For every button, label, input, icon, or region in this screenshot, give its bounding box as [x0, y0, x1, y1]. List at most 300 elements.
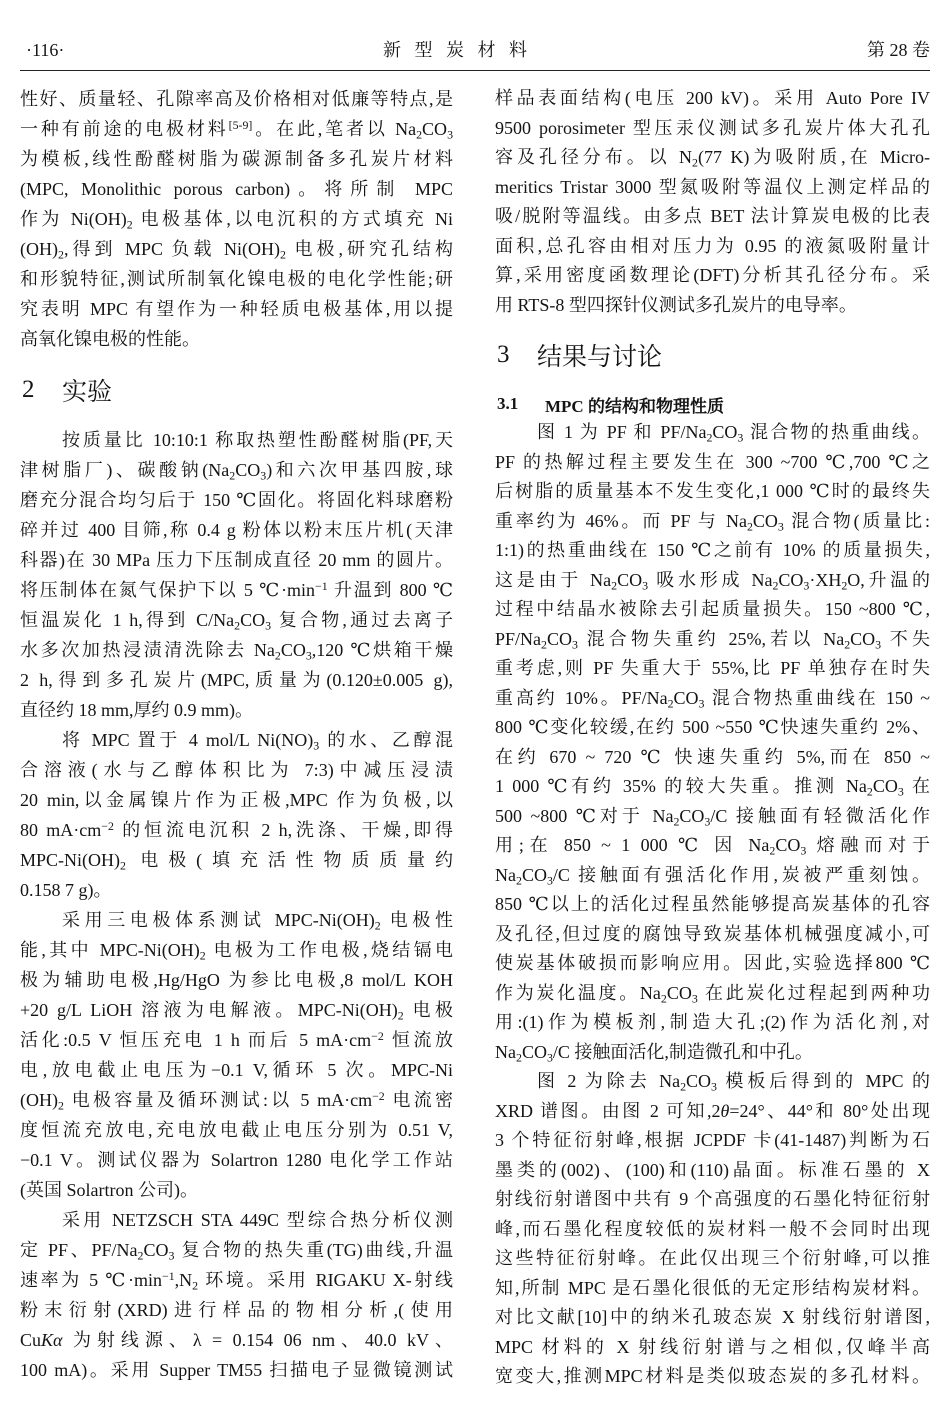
paragraph [20, 425, 453, 725]
subscript: 2 [667, 695, 674, 710]
text-run: CO [240, 610, 266, 630]
text-run: 80 mA·cm [20, 820, 102, 840]
superscript: −2 [372, 1089, 385, 1104]
italic-text: θ [720, 1100, 730, 1121]
text-run: Na [495, 864, 516, 885]
text-run: 知,所制 MPC 是石墨化很低的无定形结构炭材料。 [495, 1277, 930, 1298]
text-run: 的恒流电沉积 2 h,洗涤、干燥,即得 [113, 820, 453, 840]
text-run: Cu [20, 1330, 42, 1350]
text-run: CO [872, 776, 898, 796]
subscript: 2 [516, 872, 522, 887]
text-line [495, 743, 930, 773]
subscript: 2 [844, 636, 851, 651]
subscript: 2 [58, 1098, 64, 1113]
text-run: 度恒流充放电,充电放电截止电压分别为 0.51 V, [20, 1120, 453, 1140]
text-line [20, 84, 453, 114]
subscript: 3 [777, 518, 784, 533]
text-run: )和六次甲基四胺,球 [266, 460, 453, 480]
text-line [20, 1085, 453, 1115]
text-run: 使炭基体破损而影响应用。因此,实验选择800 ℃ [495, 953, 930, 973]
subscript: 3 [704, 813, 711, 828]
text-run: 850 ℃以上的活化过程虽然能够提高炭基体的孔容 [495, 894, 930, 914]
subscript: 2 [120, 858, 126, 873]
text-line [495, 890, 930, 920]
text-run: 将 MPC 置于 4 mol/L Ni(NO) [62, 730, 314, 750]
heading-title: 实验 [62, 378, 113, 406]
subscript: 2 [516, 1049, 522, 1064]
text-run: CO [850, 628, 876, 649]
text-run: CO [521, 864, 547, 885]
subscript: 2 [397, 1008, 404, 1023]
text-line [495, 979, 930, 1009]
paragraph [495, 418, 930, 1067]
text-run: +20 g/L LiOH 溶液为电解液。MPC-Ni(OH) [20, 1000, 398, 1020]
text-run: CO [679, 805, 705, 826]
text-run: 9500 porosimeter 型压汞仪测试多孔炭片体大孔孔 [495, 117, 930, 138]
text-run: ,120 ℃烘箱干燥 [311, 640, 453, 660]
subscript: 2 [416, 127, 423, 142]
text-run: 高氧化镍电极的性能。 [20, 329, 200, 349]
text-run: 能,其中 MPC-Ni(OH) [20, 940, 200, 960]
text-line [20, 1235, 453, 1265]
text-run: CO [775, 835, 801, 855]
text-run: 极为辅助电极,Hg/HgO 为参比电极,8 mol/L KOH [20, 970, 453, 990]
text-run: 模板后得到的 MPC 的 [716, 1071, 930, 1091]
text-run: (MPC, Monolithic porous carbon)。将所制 MPC [20, 179, 453, 199]
text-run: 一种有前途的电极材料 [20, 119, 229, 139]
text-line [20, 935, 453, 965]
text-run: 在约 670 ~ 720 ℃ 快速失重约 5%,而在 850 ~ [495, 746, 930, 767]
text-run: 电,放电截止电压为−0.1 V,循环 5 次。MPC-Ni [20, 1060, 453, 1080]
text-run: MPC 材料的 X 射线衍射谱与之相似,仅峰半高 [495, 1336, 930, 1357]
text-run: CO [422, 119, 448, 139]
text-line [495, 831, 930, 861]
text-line [495, 1244, 930, 1274]
text-line [495, 477, 930, 507]
text-line [495, 1038, 930, 1068]
text-line [20, 725, 453, 755]
subscript: 3 [698, 695, 705, 710]
text-line [495, 1008, 930, 1038]
subscript: 2 [541, 636, 547, 651]
subscript: 3 [546, 1049, 553, 1064]
header-rule [20, 70, 930, 71]
text-line [20, 515, 453, 545]
text-run: 定 PF、PF/Na [20, 1240, 138, 1260]
text-run: (77 K)为吸附质,在 Micro- [697, 147, 930, 167]
text-line [20, 1025, 453, 1055]
text-run: CO [280, 640, 306, 660]
subscript: 2 [746, 518, 753, 533]
text-run: 恒流放 [383, 1030, 453, 1050]
text-run: 为射线源、λ = 0.154 06 nm、40.0 kV、 [62, 1330, 453, 1350]
text-line [495, 1362, 930, 1392]
subscript: 2 [192, 1278, 199, 1293]
text-run: 用;在 850 ~ 1 000 ℃ 因 Na [495, 835, 770, 855]
text-line [495, 949, 930, 979]
text-run: 电极(填充活性物质质量约 [125, 850, 453, 870]
text-run: 电极容量及循环测试:以 5 mA·cm [63, 1090, 373, 1110]
text-line [20, 605, 453, 635]
text-line [20, 1325, 453, 1355]
text-run: 津树脂厂)、碳酸钠(Na [20, 460, 230, 480]
text-run: 后树脂的质量基本不发生变化,1 000 ℃时的最终失 [495, 481, 930, 501]
subscript: 3 [800, 843, 807, 858]
subscript: 3 [737, 430, 744, 445]
text-run: CO [617, 569, 643, 590]
text-run: 重高约 10%。PF/Na [495, 687, 668, 708]
text-line [495, 1185, 930, 1215]
section-heading [495, 320, 930, 390]
text-line [20, 264, 453, 294]
text-run: CO [235, 460, 261, 480]
text-line [495, 1067, 930, 1097]
text-run: 用 RTS-8 型四探针仪测试多孔炭片的电导率。 [495, 294, 857, 315]
text-run: 性好、质量轻、孔隙率高及价格相对低廉等特点,是 [20, 89, 453, 109]
text-line [495, 1303, 930, 1333]
text-run: 混合物(质量比: [783, 510, 930, 531]
subscript: 2 [769, 843, 776, 858]
text-line [20, 114, 453, 144]
text-run: /C 接触面活化,制造微孔和中孔。 [552, 1041, 813, 1062]
text-run: 恒温炭化 1 h,得到 C/Na [20, 610, 235, 630]
text-run: 升温到 800 ℃ [327, 580, 453, 600]
subscript: 2 [58, 247, 64, 262]
text-run: O,升温的 [847, 569, 930, 590]
text-run: meritics Tristar 3000 型氮吸附等温仪上测定样品的 [495, 176, 930, 197]
text-run: 100 mA)。采用 Supper TM55 扫描电子显微镜测试 [20, 1360, 453, 1380]
text-run: /C 接触面有强活化作用,炭被严重刻蚀。 [552, 864, 930, 885]
text-run: 为模板,线性酚醛树脂为碳源制备多孔炭片材料 [20, 149, 453, 169]
text-run: 的水、乙醇混 [319, 730, 453, 750]
subscript: 3 [691, 990, 698, 1005]
text-run: 1 000 ℃有约 35% 的较大失重。推测 Na [495, 776, 867, 796]
text-line [20, 234, 453, 264]
heading-title: 结果与讨论 [537, 344, 663, 371]
text-run: 和形貌特征,测试所制氧化镍电极的电化学性能;研 [20, 269, 453, 289]
text-run: 面积,总孔容由相对压力为 0.95 的液氮吸附量计 [495, 235, 930, 256]
text-run: 碎并过 400 目筛,称 0.4 g 粉体以粉末压片机(天津 [20, 520, 453, 540]
text-run: 电流密 [384, 1090, 453, 1110]
text-run: 粉末衍射(XRD)进行样品的物相分析,(使用 [20, 1300, 453, 1320]
text-line [20, 144, 453, 174]
text-line [495, 861, 930, 891]
subscript: 3 [305, 648, 312, 663]
text-run: 这些特征衍射峰。在此仅出现三个衍射峰,可以推 [495, 1248, 930, 1268]
text-line [20, 695, 453, 725]
text-line [495, 1097, 930, 1127]
text-run: 500 ~800 ℃对于 Na [495, 805, 674, 826]
text-run: 容及孔径分布。以 N [495, 147, 693, 167]
text-line [495, 232, 930, 262]
text-run: 800 ℃变化较缓,在约 500 ~550 ℃快速失重约 2%、 [495, 717, 930, 737]
paragraph [20, 1205, 453, 1385]
superscript: −2 [371, 1029, 384, 1044]
text-run: 混合物热重曲线在 150 ~ [704, 687, 930, 708]
text-run: 不失 [881, 628, 930, 649]
text-run: 吸/脱附等温线。由多点 BET 法计算炭电极的比表 [495, 206, 930, 226]
text-run: 在此炭化过程起到两种功 [697, 982, 930, 1003]
text-run: ·XH [809, 569, 842, 590]
text-run: 峰,而石墨化程度较低的炭材料一般不会同时出现 [495, 1218, 930, 1239]
text-run: (OH) [20, 1090, 58, 1110]
text-line [495, 448, 930, 478]
subscript: 2 [841, 577, 848, 592]
text-run: 用:(1)作为模板剂,制造大孔;(2)作为活化剂,对 [495, 1012, 930, 1032]
paragraph [20, 905, 453, 1205]
page-number: ·116· [26, 40, 65, 60]
subscript: 3 [803, 577, 810, 592]
text-line [495, 1333, 930, 1363]
text-run: 复合物的热失重(TG)曲线,升温 [174, 1240, 453, 1260]
text-line [20, 204, 453, 234]
text-line [495, 1215, 930, 1245]
text-run: 活化:0.5 V 恒压充电 1 h 而后 5 mA·cm [20, 1030, 372, 1050]
text-line [20, 845, 453, 875]
text-line [20, 174, 453, 204]
text-line [20, 1265, 453, 1295]
text-line [20, 905, 453, 935]
subscript: 2 [660, 990, 667, 1005]
text-line [495, 507, 930, 537]
subscript: 2 [126, 217, 133, 232]
subscript: 3 [875, 636, 882, 651]
text-run: XRD 谱图。由图 2 可知,2 [495, 1100, 721, 1121]
text-run: CO [778, 569, 804, 590]
text-line [495, 536, 930, 566]
text-line [20, 1175, 453, 1205]
subscript: 3 [260, 468, 267, 483]
text-line [495, 114, 930, 144]
text-line [20, 995, 453, 1025]
subscript: 2 [692, 155, 698, 170]
text-run: 究表明 MPC 有望作为一种轻质电极基体,用以提 [20, 299, 453, 319]
text-line [20, 324, 453, 354]
text-line [495, 1274, 930, 1304]
subscript: 3 [313, 738, 320, 753]
text-run: ,得到 MPC 负载 Ni(OH) [63, 239, 280, 259]
text-line [495, 595, 930, 625]
paragraph [495, 1067, 930, 1392]
text-line [495, 418, 930, 448]
text-run: 这是由于 Na [495, 569, 612, 590]
text-run: ,N [174, 1270, 193, 1290]
text-run: CO [143, 1240, 169, 1260]
text-run: 混合物失重约 25%,若以 Na [577, 628, 845, 649]
journal-title: 新 型 炭 材 料 [383, 40, 527, 60]
text-run: −0.1 V。测试仪器为 Solartron 1280 电化学工作站 [20, 1150, 453, 1170]
subscript: 3 [447, 127, 453, 142]
text-line [20, 294, 453, 324]
text-line [495, 625, 930, 655]
text-line [20, 575, 453, 605]
text-run: PF/Na [495, 628, 542, 649]
text-run: CO [712, 422, 738, 442]
subscript: 2 [706, 430, 713, 445]
text-line [495, 1126, 930, 1156]
subscript: 2 [234, 618, 241, 633]
text-run: (英国 Solartron 公司)。 [20, 1180, 198, 1200]
text-line [495, 291, 930, 321]
subheading-title: MPC 的结构和物理性质 [545, 396, 724, 416]
text-run: 吸水形成 Na [648, 569, 773, 590]
superscript: −1 [162, 1269, 175, 1284]
text-line [495, 173, 930, 203]
text-run: 过程中结晶水被除去引起质量损失。150 ~800 ℃, [495, 599, 930, 619]
text-line [20, 1145, 453, 1175]
subscript: 3 [546, 872, 553, 887]
text-run: 1:1)的热重曲线在 150 ℃之前有 10% 的质量损失, [495, 540, 930, 560]
text-line [495, 566, 930, 596]
text-run: 环境。采用 RIGAKU X-射线 [198, 1270, 453, 1290]
text-run: 作为炭化温度。Na [495, 982, 661, 1003]
subheading-num: 3.1 [497, 394, 519, 413]
text-line [495, 84, 930, 114]
text-line [20, 785, 453, 815]
text-line [20, 965, 453, 995]
text-line [20, 1115, 453, 1145]
text-run: MPC-Ni(OH) [20, 850, 121, 870]
text-line [20, 455, 453, 485]
text-run: 磨充分混合均匀后于 150 ℃固化。将固化料球磨粉 [20, 490, 453, 510]
text-run: 作为 Ni(OH) [20, 209, 127, 229]
text-run: 科器)在 30 MPa 压力下压制成直径 20 mm 的圆片。 [20, 550, 453, 570]
text-run: 墨类的(002)、(100)和(110)晶面。标准石墨的 X [495, 1159, 930, 1180]
text-run: 复合物,通过去离子 [271, 610, 453, 630]
right-column [495, 84, 930, 1392]
text-run: 3 个特征衍射峰,根据 JCPDF 卡(41-1487)判断为石 [495, 1130, 930, 1150]
subscript: 3 [897, 784, 904, 799]
subscript: 2 [199, 948, 206, 963]
subscript: 2 [866, 784, 873, 799]
text-run: 将压制体在氮气保护下以 5 ℃·min [20, 580, 316, 600]
text-run: 对比文献[10]中的纳米孔玻态炭 X 射线衍射谱图, [495, 1307, 930, 1327]
text-line [495, 202, 930, 232]
text-line [20, 1205, 453, 1235]
italic-text: Kα [41, 1330, 63, 1350]
text-run: 20 min,以金属镍片作为正极,MPC 作为负极,以 [20, 790, 453, 810]
text-run: CO [752, 510, 778, 531]
text-line [495, 684, 930, 714]
subscript: 3 [168, 1248, 175, 1263]
text-line [20, 875, 453, 905]
text-run: CO [666, 982, 692, 1003]
text-run: 在 [903, 776, 930, 796]
subscript: 2 [280, 247, 286, 262]
text-line [20, 635, 453, 665]
text-line [495, 143, 930, 173]
text-run: 熔融而对于 [806, 835, 930, 855]
text-line [495, 261, 930, 291]
text-run: 射线衍射谱图中共有 9 个高强度的石墨化特征衍射 [495, 1189, 930, 1209]
text-run: CO [546, 628, 572, 649]
text-run: 。在此,笔者以 Na [252, 119, 417, 139]
superscript: [5-9] [228, 118, 253, 133]
text-line [495, 713, 930, 743]
text-run: =24°、44°和 80°处出现 [729, 1100, 930, 1121]
subscript: 3 [265, 618, 272, 633]
subscript: 2 [680, 1079, 687, 1094]
text-run: CO [673, 687, 699, 708]
subscript: 3 [571, 636, 578, 651]
paragraph [20, 84, 453, 354]
subscript: 2 [274, 648, 281, 663]
text-line [20, 545, 453, 575]
text-run: 电极为工作电极,烧结镉电 [205, 940, 453, 960]
subscript: 3 [642, 577, 649, 592]
subscript: 2 [137, 1248, 144, 1263]
text-line [20, 1355, 453, 1385]
text-run: 0.158 7 g)。 [20, 880, 112, 900]
text-line [495, 920, 930, 950]
text-run: Na [495, 1041, 516, 1062]
text-run: 算,采用密度函数理论(DFT)分析其孔径分布。采 [495, 265, 930, 285]
subscript: 2 [374, 918, 381, 933]
text-run: 电极,研究孔结构 [285, 239, 453, 259]
paragraph [495, 84, 930, 320]
text-line [20, 665, 453, 695]
text-run: 及孔径,但过度的腐蚀导致炭基体机械强度减小,可 [495, 923, 930, 944]
section-heading [20, 354, 453, 425]
heading-num: 3 [497, 341, 510, 368]
text-run: CO [521, 1041, 547, 1062]
subscript: 2 [772, 577, 779, 592]
text-line [20, 1055, 453, 1085]
text-run: 图 2 为除去 Na [537, 1071, 681, 1091]
text-run: 电极 [403, 1000, 453, 1020]
subscript: 2 [229, 468, 236, 483]
text-run: 2 h,得到多孔炭片(MPC,质量为(0.120±0.005 g), [20, 670, 453, 690]
subscript: 3 [711, 1079, 717, 1094]
text-run: 速率为 5 ℃·min [20, 1270, 162, 1290]
subsection-heading [495, 390, 930, 418]
text-line [20, 485, 453, 515]
text-run: /C 接触面有轻微活化作 [710, 805, 930, 826]
text-run: CO [686, 1071, 712, 1091]
text-line [495, 654, 930, 684]
superscript: −1 [315, 579, 328, 594]
text-run: 宽变大,推测MPC材料是类似玻态炭的多孔材料。 [495, 1366, 930, 1386]
text-line [495, 1156, 930, 1186]
subscript: 2 [611, 577, 618, 592]
text-line [495, 802, 930, 832]
superscript: −2 [101, 819, 114, 834]
text-run: 混合物的热重曲线。 [743, 422, 930, 442]
text-run: 采用三电极体系测试 MPC-Ni(OH) [62, 910, 375, 930]
text-line [20, 425, 453, 455]
text-line [20, 755, 453, 785]
text-run: 电极基体,以电沉积的方式填充 Ni [132, 209, 453, 229]
text-run: 合溶液(水与乙醇体积比为 7:3)中减压浸渍 [20, 760, 453, 780]
text-run: 图 1 为 PF 和 PF/Na [537, 422, 707, 442]
text-run: 采用 NETZSCH STA 449C 型综合热分析仪测 [62, 1210, 453, 1230]
text-run: 水多次加热浸渍清洗除去 Na [20, 640, 275, 660]
text-run: 重考虑,则 PF 失重大于 55%,比 PF 单独存在时失 [495, 658, 930, 678]
text-run: 按质量比 10:10:1 称取热塑性酚醛树脂(PF,天 [62, 430, 453, 450]
text-run: 电极性 [380, 910, 453, 930]
paragraph [20, 725, 453, 905]
text-run: (OH) [20, 239, 58, 259]
text-run: 直径约 18 mm,厚约 0.9 mm)。 [20, 700, 253, 720]
volume-label: 第 28 卷 [867, 40, 930, 60]
text-line [495, 772, 930, 802]
text-run: 重率约为 46%。而 PF 与 Na [495, 510, 747, 531]
heading-num: 2 [22, 375, 35, 403]
left-column [20, 84, 453, 1385]
subscript: 2 [673, 813, 680, 828]
text-line [20, 1295, 453, 1325]
text-run: 样品表面结构(电压 200 kV)。采用 Auto Pore IV [495, 88, 930, 108]
